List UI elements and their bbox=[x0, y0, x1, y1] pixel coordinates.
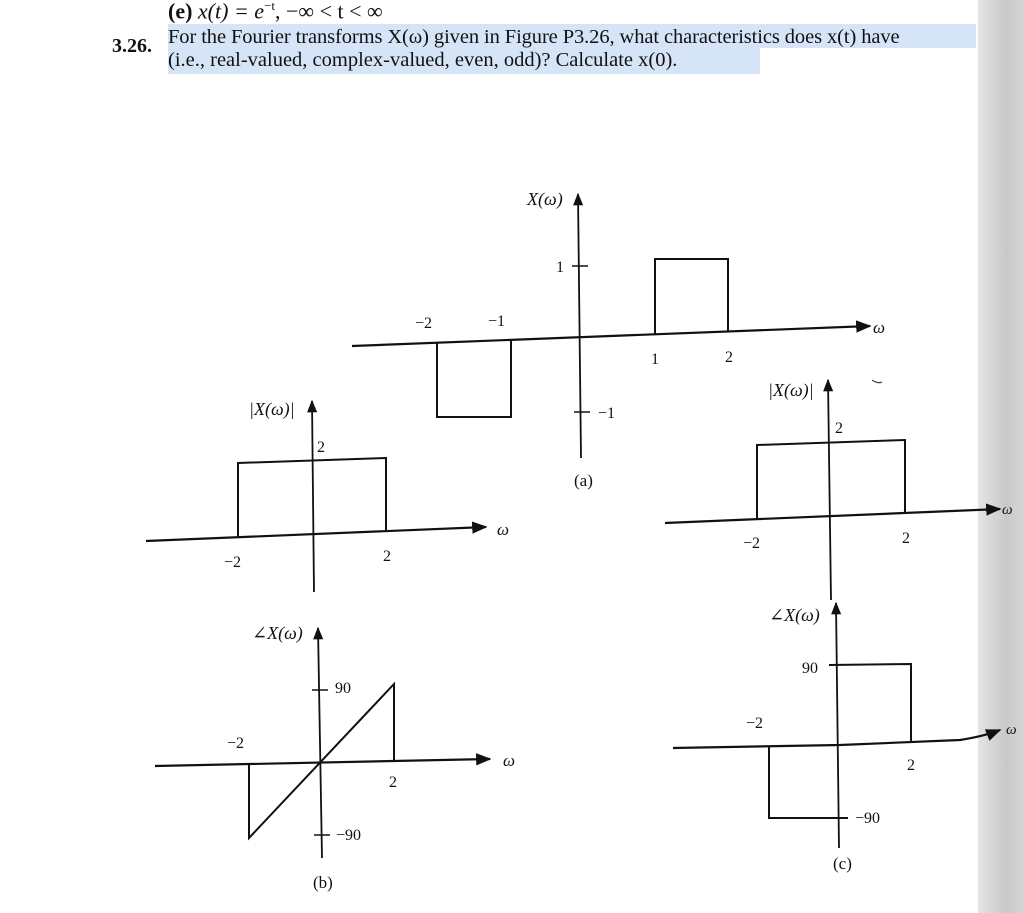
item-exponent: −t bbox=[264, 0, 276, 13]
plot-b-mag-y-axis bbox=[312, 401, 314, 592]
plot-b-phase bbox=[155, 623, 515, 892]
plot-c-phase-positive bbox=[829, 664, 911, 743]
plot-c-mag-x-axis bbox=[665, 509, 1000, 523]
plot-b-phase-y-label: ∠X(ω) bbox=[252, 623, 303, 643]
plot-b-mag-x-label: ω bbox=[497, 520, 510, 539]
item-range: , −∞ < t < ∞ bbox=[275, 0, 383, 24]
plot-a-tick-label-y1: 1 bbox=[556, 259, 564, 276]
plot-a-pulse-negative bbox=[437, 340, 511, 417]
plot-b-phase-tick-label-xm2: −2 bbox=[227, 735, 245, 752]
plot-a-x-label: ω bbox=[873, 318, 886, 337]
plot-b-mag-tick-label-xm2: −2 bbox=[224, 554, 242, 571]
plot-c-phase-tick-label-x2: 2 bbox=[907, 757, 915, 774]
problem-line-1: For the Fourier transforms X(ω) given in Figure P3.26, what characteristics does x(t) have bbox=[168, 26, 900, 48]
plot-a-tick-label-x1: 1 bbox=[651, 351, 659, 368]
plot-c-mag-y-label: |X(ω)| bbox=[768, 380, 814, 400]
plot-c-phase-negative bbox=[769, 746, 848, 818]
plot-a-tick-label-x2: 2 bbox=[725, 349, 733, 366]
plot-c-mag-tick-label-x2: 2 bbox=[902, 530, 910, 547]
plot-c-phase-y-label: ∠X(ω) bbox=[769, 605, 820, 625]
problem-number-text: 3.26. bbox=[112, 35, 152, 57]
stray-mark bbox=[872, 380, 882, 383]
plot-c-mag-x-label: ω bbox=[1002, 502, 1013, 518]
item-expression: x(t) = e bbox=[197, 0, 265, 24]
problem-line-2: (i.e., real-valued, complex-valued, even, odd)? Calculate x(0). bbox=[168, 49, 678, 71]
plot-a-y-label: X(ω) bbox=[527, 189, 563, 209]
plot-c-phase-tick-label-xm2: −2 bbox=[746, 715, 764, 732]
plot-b-phase-tick-label-90: 90 bbox=[335, 680, 351, 697]
plot-b-caption: (b) bbox=[313, 873, 333, 892]
plot-b-phase-tick-label-m90: −90 bbox=[336, 827, 362, 844]
item-label: (e) bbox=[168, 0, 193, 24]
plot-c-phase-y-axis bbox=[836, 603, 839, 848]
plot-c-magnitude bbox=[665, 380, 1013, 600]
plot-a-tick-label-xm2: −2 bbox=[415, 315, 433, 332]
plot-a-tick-label-xm1: −1 bbox=[488, 313, 506, 330]
plot-b-mag-tick-label-x2: 2 bbox=[383, 548, 391, 565]
plot-c-mag-y-axis bbox=[828, 380, 831, 600]
plot-c-phase-tick-label-m90: −90 bbox=[855, 810, 881, 827]
plot-c-phase-x-axis bbox=[673, 730, 1000, 748]
plot-c-phase-tick-label-90: 90 bbox=[802, 660, 818, 677]
plot-b-mag-x-axis bbox=[146, 527, 486, 541]
plot-a-y-axis bbox=[578, 194, 581, 458]
plot-a bbox=[352, 189, 885, 490]
plot-c-mag-pulse bbox=[757, 440, 905, 519]
plot-c-phase bbox=[673, 603, 1017, 873]
plot-b-phase-y-axis bbox=[318, 628, 322, 858]
plot-b-phase-tick-label-x2: 2 bbox=[389, 774, 397, 791]
plot-b-magnitude bbox=[146, 399, 509, 592]
plot-c-phase-x-label: ω bbox=[1006, 722, 1017, 738]
plot-b-phase-x-label: ω bbox=[503, 751, 516, 770]
plot-b-mag-tick-label-y2: 2 bbox=[317, 439, 325, 456]
plot-b-mag-y-label: |X(ω)| bbox=[249, 399, 295, 419]
plot-a-pulse-positive bbox=[655, 259, 728, 334]
plot-a-caption: (a) bbox=[574, 471, 593, 490]
plot-c-mag-tick-label-y2: 2 bbox=[835, 420, 843, 437]
plot-c-caption: (c) bbox=[833, 854, 852, 873]
plot-c-mag-tick-label-xm2: −2 bbox=[743, 535, 761, 552]
plot-a-tick-label-ym1: −1 bbox=[598, 405, 616, 422]
